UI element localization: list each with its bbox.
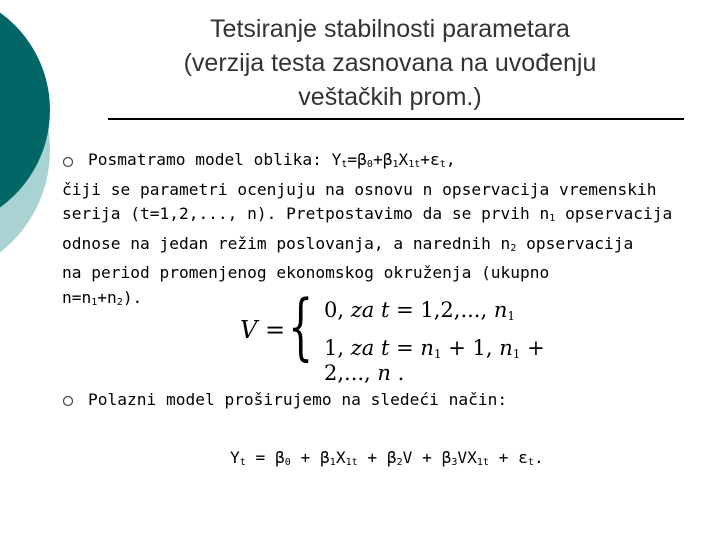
case-condition: za t — [350, 298, 390, 322]
title-line-1: Tetsiranje stabilnosti parametara — [210, 15, 570, 43]
eq-subscript: 3 — [451, 457, 458, 468]
n-subscript: 1 — [512, 347, 521, 361]
eq-part: +ε — [420, 150, 440, 169]
n-symbol: n — [499, 336, 513, 360]
extended-model-equation — [230, 448, 544, 468]
period: . — [390, 361, 405, 385]
bullet-1-line-3 — [62, 202, 702, 232]
x-variable: X — [398, 150, 409, 169]
n2-subscript: 2 — [116, 296, 123, 308]
n2-subscript: 2 — [510, 242, 517, 254]
formula-case-1 — [324, 298, 515, 323]
hollow-circle-bullet-icon — [62, 395, 74, 407]
title-line-2: (verzija testa zasnovana na uvođenju — [183, 49, 597, 77]
eq-part: + β — [290, 448, 330, 467]
v-symbol: V — [240, 316, 258, 344]
formula-case-2 — [324, 336, 580, 385]
n-symbol: n — [377, 361, 391, 385]
equals-sign: = — [257, 316, 286, 344]
text-part: odnose na jedan režim poslovanja, a narednih n — [62, 233, 511, 253]
text-part: opservacija — [555, 204, 673, 223]
eq-part: X — [335, 448, 346, 467]
case-condition: za t — [350, 336, 390, 360]
eq-part: V + β — [402, 448, 452, 467]
n-symbol: n — [420, 336, 434, 360]
dummy-variable-formula — [240, 284, 580, 385]
formula-lhs — [240, 316, 285, 344]
eq-subscript: 2 — [396, 457, 403, 468]
n-subscript: 1 — [433, 347, 442, 361]
beta1-subscript: 1 — [392, 159, 399, 170]
eq-subscript: 1 — [329, 457, 336, 468]
text-part: +n — [97, 287, 117, 307]
slide-title — [150, 12, 630, 114]
beta0-subscript: 0 — [366, 159, 373, 170]
eq-subscript: 0 — [284, 457, 291, 468]
eq-part: + β — [357, 448, 397, 467]
eq-part: . — [533, 448, 544, 467]
n-subscript: 1 — [507, 309, 515, 323]
bullet-2-text: Polazni model proširujemo na sledeći način: — [88, 390, 508, 409]
bullet-1-line-4 — [62, 232, 702, 262]
n-symbol: n — [493, 298, 508, 322]
bullet-1-line-1 — [62, 148, 702, 178]
text-part: n=n — [62, 287, 92, 307]
x-subscript: 1t — [408, 159, 421, 170]
y-subscript: t — [341, 159, 348, 170]
text-part: serija (t=1,2,..., n). Pretpostavimo da se prvih n — [62, 204, 550, 223]
eq-part: =β — [347, 150, 367, 169]
n1-subscript: 1 — [91, 296, 98, 308]
eq-subscript: 1t — [476, 457, 489, 468]
text-part: ). — [122, 287, 143, 307]
title-underline — [108, 118, 684, 120]
eq-part: Y — [230, 448, 240, 467]
eq-part: VX — [457, 448, 477, 467]
eq-part: + ε — [488, 448, 528, 467]
eq-subscript: t — [527, 457, 534, 468]
case-range: = 1,2,..., — [389, 298, 494, 322]
case-range: = — [389, 336, 421, 360]
case-range: + 2,..., — [324, 336, 545, 385]
title-line-3: veštačkih prom.) — [298, 83, 482, 111]
epsilon-subscript: t — [439, 159, 446, 170]
case-value: 1, — [324, 336, 351, 360]
eq-part: = β — [245, 448, 285, 467]
case-range: + 1, — [441, 336, 500, 360]
comma: , — [445, 150, 456, 169]
model-intro-text: Posmatramo model oblika: Y — [88, 150, 342, 169]
text-part: opservacija — [516, 233, 634, 253]
bullet-1-line-2: čiji se parametri ocenjuju na osnovu n opservacija vremenskih — [62, 179, 657, 199]
bullet-1-line-5: na period promenjenog ekonomskog okruženja (ukupno — [62, 263, 550, 282]
eq-part: +β — [372, 150, 393, 169]
eq-subscript: 1t — [345, 457, 358, 468]
n1-subscript: 1 — [549, 213, 556, 224]
curly-brace: { — [288, 284, 314, 368]
eq-subscript: t — [239, 457, 246, 468]
case-value: 0, — [324, 298, 351, 322]
bullet-1-paragraph — [62, 148, 702, 315]
